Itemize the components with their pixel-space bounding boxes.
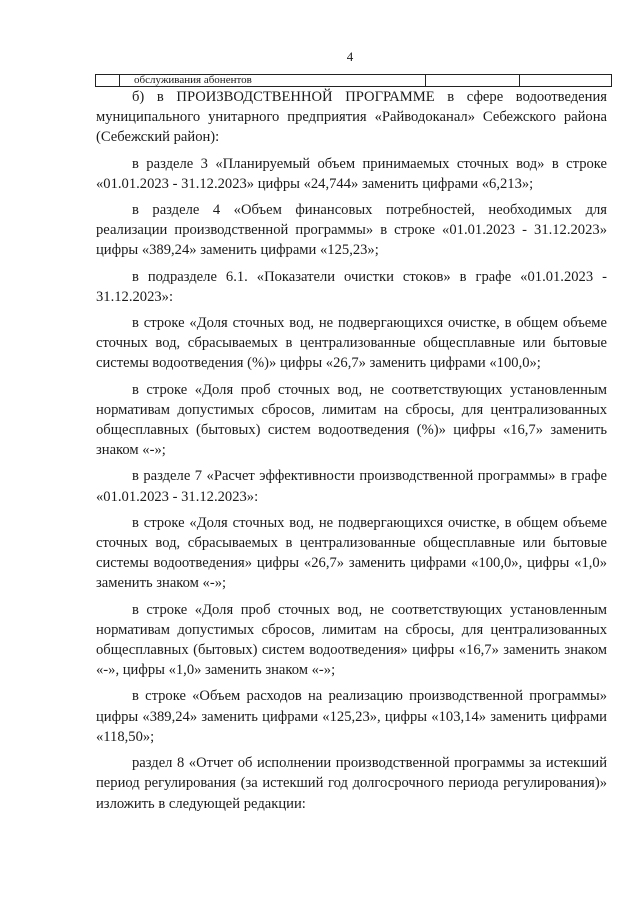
document-body [96,87,607,820]
paragraph-section-7-samples: в строке «Доля проб сточных вод, не соответствующих установленным нормативам допустимых сбросов, лимитам на сбросы, для централизованных общесплавных (бытовых) систем водоотведения» цифры «16,7» заменить знаком «-», цифры «1,0» заменить знаком «-»; [96,601,607,679]
paragraph-samples-share: в строке «Доля проб сточных вод, не соответствующих установленным нормативам допустимых сбросов, лимитам на сбросы, для централизованных общесплавных (бытовых) систем водоотведения (%)» цифры «16,7» заменить знаком «-»; [96,381,607,459]
paragraph-section-7-expenses: в строке «Объем расходов на реализацию производственной программы» цифры «389,24» заменить цифрами «125,23», цифры «103,14» заменить цифрами «118,50»; [96,688,607,745]
table-cell-number [96,75,120,86]
paragraph-untreated-share: в строке «Доля сточных вод, не подвергающихся очистке, в общем объеме сточных вод, сбрасываемых в централизованные общесплавные или бытовые системы водоотведения (%)» цифры «26,7» заменить цифрами «100,0»; [96,315,607,372]
paragraph-section-7-untreated: в строке «Доля сточных вод, не подвергающихся очистке, в общем объеме сточных вод, сбрасываемых в централизованные общесплавные или бытовые системы водоотведения» цифры «26,7» заменить цифрами «100,0», цифры «1,0» заменить знаком «-»; [96,514,607,592]
table-cell-empty [520,75,611,86]
paragraph-section-4: в разделе 4 «Объем финансовых потребностей, необходимых для реализации производственной программы» в строке «01.01.2023 - 31.12.2023» цифры «389,24» заменить цифрами «125,23»; [96,202,607,259]
paragraph-section-8: раздел 8 «Отчет об исполнении производственной программы за истекший период регулирования (за истекший год долгосрочного периода регулирования)» изложить в следующей редакции: [96,755,607,812]
table-cell-text: обслуживания абонентов [120,75,426,86]
paragraph-subsection-6-1: в подразделе 6.1. «Показатели очистки стоков» в графе «01.01.2023 - 31.12.2023»: [96,268,607,305]
paragraph-section-7: в разделе 7 «Расчет эффективности производственной программы» в графе «01.01.2023 - 31.12.2023»: [96,468,607,505]
table-cell-empty [426,75,520,86]
table-fragment [95,74,612,87]
paragraph-section-3: в разделе 3 «Планируемый объем принимаемых сточных вод» в строке «01.01.2023 - 31.12.2023» цифры «24,744» заменить цифрами «6,213»; [96,155,607,192]
page-number: 4 [346,49,354,64]
paragraph-production-program-heading: б) в ПРОИЗВОДСТВЕННОЙ ПРОГРАММЕ в сфере водоотведения муниципального унитарного предприятия «Райводоканал» Себежского района (Себежский район): [96,89,607,146]
